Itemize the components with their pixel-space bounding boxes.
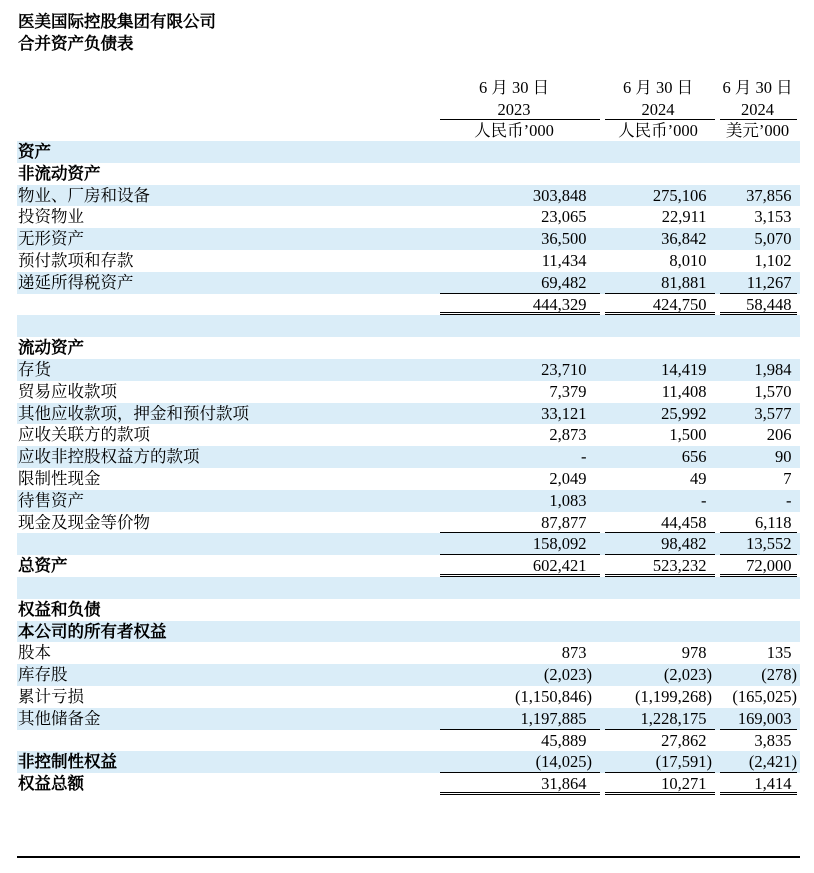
value-cell: 69,482 [440, 272, 600, 294]
row-label: 应收非控股权益方的款项 [18, 447, 200, 467]
column-year: 2023 [497, 99, 531, 119]
column-date: 6 月 30 日 [622, 78, 694, 97]
section-heading [17, 337, 800, 359]
value-cell: 3,577 [754, 403, 792, 423]
row-label: 股本 [18, 643, 51, 663]
value-cell: 37,856 [746, 185, 792, 205]
row-label: 资产 [18, 142, 51, 161]
value-cell: 45,889 [541, 730, 587, 750]
value-cell: 11,434 [541, 250, 587, 270]
column-header [605, 77, 711, 142]
table-row [17, 185, 800, 207]
row-label: 无形资产 [18, 229, 84, 249]
value-cell: (2,023) [663, 665, 712, 685]
row-label: 预付款项和存款 [18, 250, 134, 270]
value-cell: 424,750 [605, 294, 715, 316]
section-heading [17, 599, 800, 621]
value-cell: 22,911 [661, 207, 707, 227]
row-label: 库存股 [18, 665, 68, 685]
value-cell: - [701, 490, 707, 510]
value-cell: 23,710 [541, 359, 587, 379]
value-cell: 31,864 [440, 773, 600, 795]
table-row [17, 512, 800, 534]
value-cell: 1,228,175 [605, 708, 715, 730]
row-label: 权益总额 [18, 774, 84, 794]
balance-sheet-table [17, 141, 800, 795]
value-cell: 14,419 [661, 359, 707, 379]
value-cell: (2,421) [720, 751, 797, 773]
value-cell: 873 [561, 643, 587, 663]
value-cell: 23,065 [541, 207, 587, 227]
value-cell: 87,877 [440, 512, 600, 534]
column-header [720, 77, 795, 142]
value-cell: 98,482 [605, 533, 715, 555]
table-row [17, 686, 800, 708]
subtotal-row [17, 294, 800, 316]
value-cell: 158,092 [440, 533, 600, 555]
value-cell: 5,070 [754, 229, 792, 249]
value-cell: 3,153 [754, 207, 792, 227]
value-cell: 444,329 [440, 294, 600, 316]
value-cell: 3,835 [754, 730, 792, 750]
value-cell: - [581, 447, 587, 467]
table-row [17, 228, 800, 250]
column-date: 6 月 30 日 [478, 78, 550, 97]
value-cell: 7 [783, 468, 792, 488]
table-row [17, 250, 800, 272]
value-cell: (2,023) [543, 665, 592, 685]
value-cell: (1,199,268) [635, 686, 712, 706]
value-cell: 1,500 [669, 425, 707, 445]
table-row [17, 381, 800, 403]
value-cell: 6,118 [720, 512, 797, 534]
row-label: 限制性现金 [18, 468, 101, 488]
spacer-row [17, 577, 800, 599]
column-currency: 人民币’000 [474, 121, 554, 140]
value-cell: (17,591) [605, 751, 715, 773]
row-label: 递延所得税资产 [18, 272, 134, 292]
row-label: 物业、厂房和设备 [18, 185, 150, 205]
table-row [17, 642, 800, 664]
section-heading [17, 163, 800, 185]
subtotal-row [17, 730, 800, 752]
value-cell: (278) [761, 665, 797, 685]
company-name: 医美国际控股集团有限公司 [18, 12, 216, 31]
row-label: 贸易应收款项 [18, 381, 117, 401]
header-rule [720, 119, 797, 120]
value-cell: 1,102 [754, 250, 792, 270]
value-cell: (165,025) [732, 686, 797, 706]
value-cell: 8,010 [669, 250, 707, 270]
value-cell: 2,049 [549, 468, 587, 488]
row-label: 待售资产 [18, 490, 84, 510]
value-cell: 1,570 [754, 381, 792, 401]
row-label: 应收关联方的款项 [18, 425, 150, 445]
value-cell: 33,121 [541, 403, 587, 423]
value-cell: 81,881 [605, 272, 715, 294]
table-row [17, 403, 800, 425]
row-label: 累计亏损 [18, 686, 84, 706]
column-header [440, 77, 588, 142]
value-cell: 978 [681, 643, 707, 663]
total-row [17, 555, 800, 577]
header-rule [605, 119, 715, 120]
row-label: 非控制性权益 [18, 752, 117, 772]
value-cell: 1,197,885 [440, 708, 600, 730]
column-currency: 人民币’000 [618, 121, 698, 140]
table-row [17, 708, 800, 730]
table-row [17, 272, 800, 294]
value-cell: 49 [690, 468, 707, 488]
value-cell: 58,448 [720, 294, 797, 316]
value-cell: 602,421 [440, 555, 600, 577]
statement-title: 合并资产负债表 [18, 34, 134, 53]
column-year: 2024 [741, 99, 774, 119]
value-cell: 656 [681, 447, 707, 467]
table-row [17, 206, 800, 228]
value-cell: 44,458 [605, 512, 715, 534]
value-cell: 303,848 [532, 185, 587, 205]
value-cell: 169,003 [720, 708, 797, 730]
value-cell: 36,500 [541, 229, 587, 249]
value-cell: 25,992 [661, 403, 707, 423]
row-label: 本公司的所有者权益 [18, 621, 167, 641]
column-year: 2024 [641, 99, 675, 119]
value-cell: 523,232 [605, 555, 715, 577]
value-cell: 206 [766, 425, 792, 445]
total-row [17, 773, 800, 795]
value-cell: 10,271 [605, 773, 715, 795]
value-cell: 36,842 [661, 229, 707, 249]
row-label: 权益和负债 [18, 599, 101, 619]
row-label: 现金及现金等价物 [18, 512, 150, 532]
value-cell: 11,408 [661, 381, 707, 401]
value-cell: 275,106 [652, 185, 707, 205]
row-label: 总资产 [18, 556, 68, 576]
table-row [17, 446, 800, 468]
row-label: 存货 [18, 359, 51, 379]
spacer-row [17, 315, 800, 337]
value-cell: 1,984 [754, 359, 792, 379]
page-bottom-rule [17, 856, 800, 858]
table-row [17, 359, 800, 381]
row-label: 其他储备金 [18, 708, 101, 728]
table-row [17, 664, 800, 686]
value-cell: 2,873 [549, 425, 587, 445]
table-row [17, 424, 800, 446]
subtotal-row [17, 533, 800, 555]
table-row [17, 751, 800, 773]
value-cell: (14,025) [440, 751, 600, 773]
row-label: 流动资产 [18, 338, 84, 358]
row-label: 投资物业 [18, 207, 84, 227]
row-label: 非流动资产 [18, 163, 101, 183]
value-cell: 90 [775, 447, 792, 467]
section-heading [17, 141, 800, 163]
value-cell: 135 [766, 643, 792, 663]
value-cell: 7,379 [549, 381, 587, 401]
value-cell: 1,083 [549, 490, 587, 510]
header-rule [440, 119, 600, 120]
value-cell: 27,862 [661, 730, 707, 750]
value-cell: 13,552 [720, 533, 797, 555]
value-cell: 1,414 [720, 773, 797, 795]
column-date: 6 月 30 日 [722, 78, 793, 97]
value-cell: 11,267 [720, 272, 797, 294]
column-currency: 美元’000 [725, 121, 790, 140]
row-label: 其他应收款项，押金和预付款项 [18, 403, 249, 423]
table-row [17, 490, 800, 512]
value-cell: 72,000 [720, 555, 797, 577]
table-row [17, 468, 800, 490]
section-heading [17, 621, 800, 643]
value-cell: - [786, 490, 792, 510]
value-cell: (1,150,846) [515, 686, 592, 706]
